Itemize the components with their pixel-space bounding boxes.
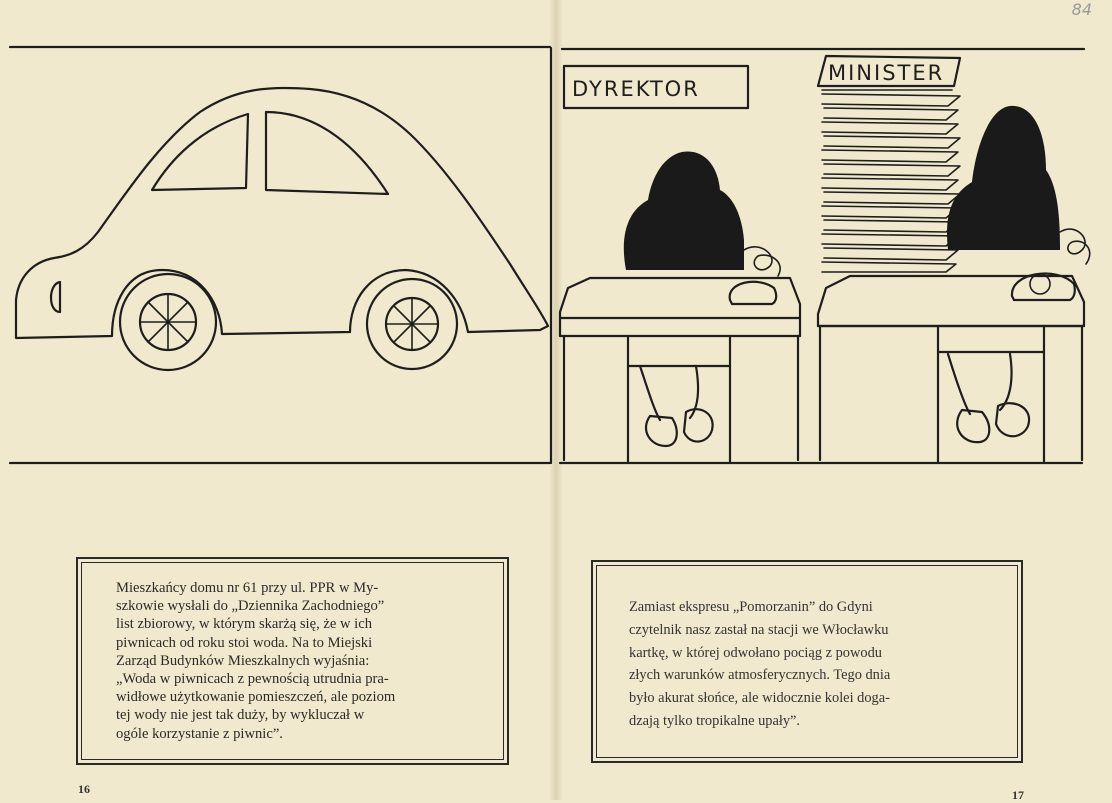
car-drawing (16, 88, 548, 370)
car-front-window (152, 114, 248, 190)
caption-line: piwnicach od roku stoi woda. Na to Miejski (116, 634, 373, 651)
caption-line: szkowie wysłali do „Dziennika Zachodniego” (116, 598, 385, 615)
minister-paper-stack (822, 90, 960, 272)
car-rear-wheel-spokes (386, 298, 438, 350)
caption-line: kartkę, w której odwołano pociąg z powodu (629, 644, 882, 661)
corner-pencil-mark: 84 (1071, 0, 1092, 19)
caption-line: było akurat słońce, ale widocznie kolei doga- (629, 690, 890, 707)
caption-line: Zamiast ekspresu „Pomorzanin” do Gdyni (629, 599, 873, 615)
dyrektor-legs (640, 366, 713, 446)
right-caption-box (591, 560, 1023, 763)
caption-line: „Woda w piwnicach z pewnością utrudnia pra- (116, 671, 389, 688)
caption-line: list zbiorowy, w którym skarżą się, że w ich (116, 616, 372, 633)
right-caption-text (629, 596, 995, 733)
car-rear-window (266, 112, 388, 194)
dyrektor-sign-text: DYREKTOR (572, 77, 700, 101)
caption-line: ogóle korzystanie z piwnic”. (116, 725, 283, 742)
dyrektor-desk (560, 278, 800, 462)
caption-line: Mieszkańcy domu nr 61 przy ul. PPR w My- (116, 580, 379, 596)
caption-line: Zarząd Budynków Mieszkalnych wyjaśnia: (116, 652, 370, 669)
minister-silhouette (947, 106, 1060, 250)
minister-sign-text: MINISTER (828, 61, 945, 85)
minister-desk (818, 276, 1084, 462)
left-caption-text (116, 579, 476, 743)
left-caption-box (76, 557, 509, 765)
caption-line: czytelnik nasz zastał na stacji we Włocławku (629, 621, 889, 638)
page-number-right: 17 (1012, 788, 1024, 802)
caption-line: dzają tylko tropikalne upały”. (629, 712, 801, 729)
page-number-left: 16 (78, 782, 90, 796)
caption-line: tej wody nie jest tak duży, by wykluczał w (116, 707, 365, 724)
car-headlight (51, 282, 60, 312)
minister-legs (948, 354, 1029, 442)
car-body (16, 88, 548, 338)
dyrektor-silhouette (624, 151, 744, 270)
caption-line: złych warunków atmosferycznych. Tego dnia (629, 667, 891, 684)
car-front-wheel-spokes (140, 294, 196, 350)
caption-line: widłowe użytkowanie pomieszczeń, ale poziom (116, 689, 396, 706)
